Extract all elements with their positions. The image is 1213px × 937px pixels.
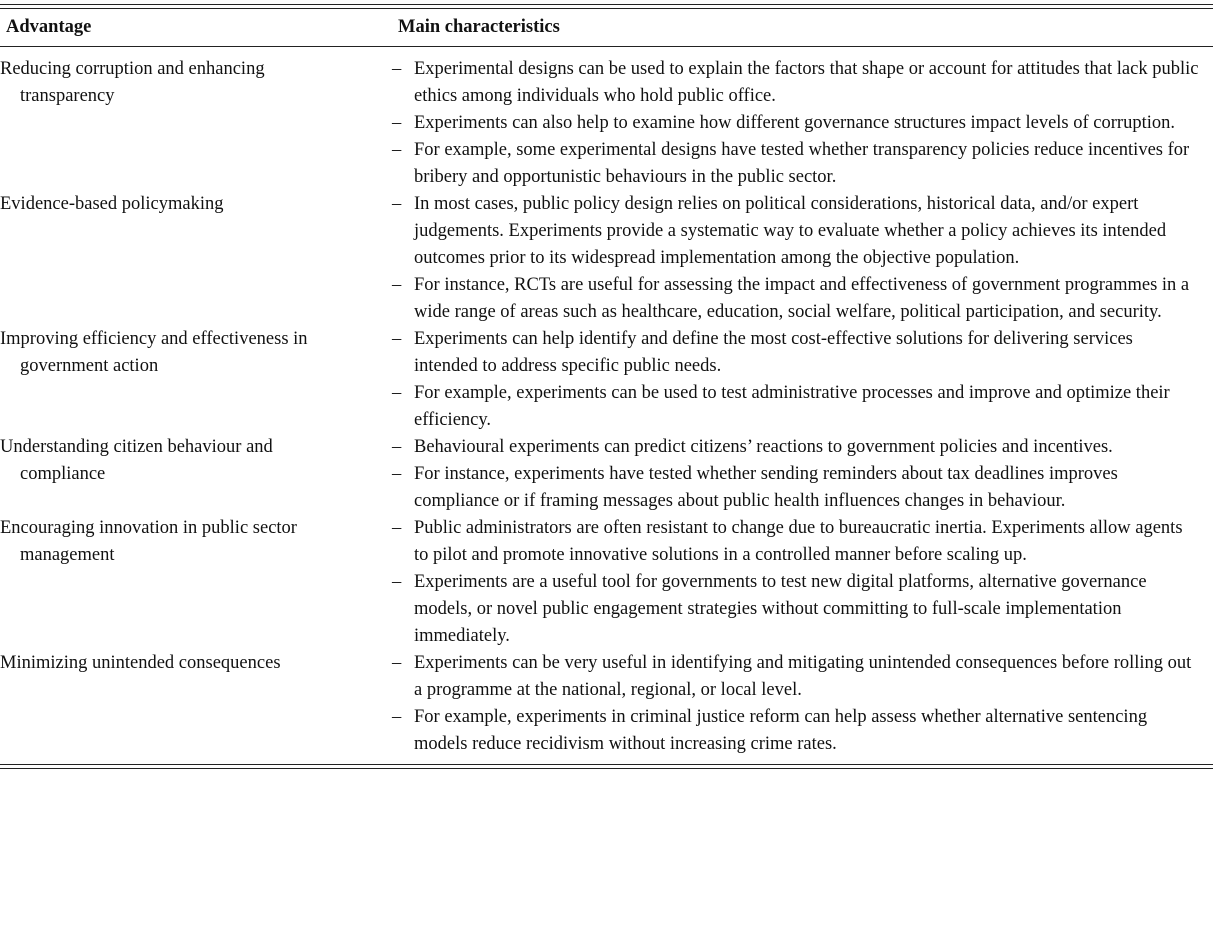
advantage-label: Improving efficiency and effectiveness in government action (0, 329, 308, 376)
characteristic-item (392, 704, 1213, 758)
characteristic-item (392, 56, 1213, 110)
characteristic-text: Public administrators are often resistant to change due to bureaucratic inertia. Experiments allow agents to pilot and promote innovative solutions in a controlled manner before scaling up. (414, 518, 1183, 565)
dash-marker: – (392, 572, 402, 592)
dash-marker: – (392, 464, 402, 484)
bottom-rule-inner (0, 768, 1213, 769)
advantage-cell (0, 191, 392, 326)
characteristics-list (392, 650, 1213, 758)
characteristic-item (392, 434, 1213, 461)
characteristic-text: Experiments can be very useful in identifying and mitigating unintended consequences before rolling out a programme at the national, regional, or local level. (414, 653, 1192, 700)
advantage-label: Evidence-based policymaking (0, 194, 224, 214)
characteristic-text: Experiments are a useful tool for governments to test new digital platforms, alternative governance models, or novel public engagement strategies without committing to full-scale implementation immediately. (414, 572, 1147, 646)
advantage-cell (0, 56, 392, 191)
characteristic-item (392, 272, 1213, 326)
dash-marker: – (392, 140, 402, 160)
advantage-cell (0, 434, 392, 515)
characteristic-text: Experiments can also help to examine how different governance structures impact levels of corruption. (414, 113, 1175, 133)
dash-marker: – (392, 113, 402, 133)
table-row (0, 191, 1213, 326)
table-row (0, 434, 1213, 515)
characteristics-list (392, 191, 1213, 326)
table-row (0, 326, 1213, 434)
characteristic-text: For instance, RCTs are useful for assessing the impact and effectiveness of government programmes in a wide range of areas such as healthcare, education, social welfare, political participation, and security. (414, 275, 1190, 322)
characteristics-list (392, 326, 1213, 434)
characteristic-text: For example, some experimental designs have tested whether transparency policies reduce incentives for bribery and opportunistic behaviours in the public sector. (414, 140, 1190, 187)
dash-marker: – (392, 275, 402, 295)
header-advantage: Advantage (6, 17, 92, 37)
characteristic-item (392, 515, 1213, 569)
characteristic-item (392, 326, 1213, 380)
characteristics-cell (392, 56, 1213, 191)
table-rows (0, 56, 1213, 758)
top-rule (0, 4, 1213, 5)
characteristics-cell (392, 650, 1213, 758)
characteristic-item (392, 110, 1213, 137)
characteristics-list (392, 434, 1213, 515)
characteristic-item (392, 137, 1213, 191)
characteristic-item (392, 650, 1213, 704)
bottom-rule (0, 764, 1213, 765)
advantage-cell (0, 326, 392, 434)
table-row (0, 650, 1213, 758)
table-row (0, 56, 1213, 191)
characteristics-cell (392, 515, 1213, 650)
characteristics-cell (392, 434, 1213, 515)
characteristic-item (392, 569, 1213, 650)
advantage-label: Understanding citizen behaviour and compliance (0, 437, 273, 484)
characteristics-list (392, 515, 1213, 650)
table-body (0, 56, 1213, 758)
table-row (0, 515, 1213, 650)
characteristics-cell (392, 191, 1213, 326)
characteristic-text: For instance, experiments have tested whether sending reminders about tax deadlines improves compliance or if framing messages about public health influences changes in behaviour. (414, 464, 1118, 511)
characteristics-list (392, 56, 1213, 191)
advantage-cell (0, 515, 392, 650)
characteristic-text: For example, experiments can be used to test administrative processes and improve and optimize their efficiency. (414, 383, 1170, 430)
characteristic-text: Experiments can help identify and define the most cost-effective solutions for delivering services intended to address specific public needs. (414, 329, 1133, 376)
dash-marker: – (392, 383, 402, 403)
characteristic-text: In most cases, public policy design relies on political considerations, historical data, and/or expert judgements. Experiments provide a systematic way to evaluate whether a policy achieves its intended outcomes prior to its widespread implementation among the objective population. (414, 194, 1167, 268)
characteristic-text: For example, experiments in criminal justice reform can help assess whether alternative sentencing models reduce recidivism without increasing crime rates. (414, 707, 1148, 754)
characteristic-item (392, 461, 1213, 515)
dash-marker: – (392, 707, 402, 727)
dash-marker: – (392, 59, 402, 79)
advantage-label: Encouraging innovation in public sector management (0, 518, 297, 565)
dash-marker: – (392, 194, 402, 214)
advantage-label: Reducing corruption and enhancing transparency (0, 59, 265, 106)
dash-marker: – (392, 437, 402, 457)
dash-marker: – (392, 653, 402, 673)
header-rule (0, 46, 1213, 47)
header-main-characteristics: Main characteristics (398, 17, 560, 37)
characteristic-item (392, 380, 1213, 434)
dash-marker: – (392, 329, 402, 349)
table-header (0, 9, 1213, 46)
characteristics-cell (392, 326, 1213, 434)
characteristic-text: Behavioural experiments can predict citizens’ reactions to government policies and incentives. (414, 437, 1113, 457)
advantage-label: Minimizing unintended consequences (0, 653, 281, 673)
characteristic-text: Experimental designs can be used to explain the factors that shape or account for attitudes that lack public ethics among individuals who hold public office. (414, 59, 1199, 106)
advantage-cell (0, 650, 392, 758)
dash-marker: – (392, 518, 402, 538)
characteristic-item (392, 191, 1213, 272)
